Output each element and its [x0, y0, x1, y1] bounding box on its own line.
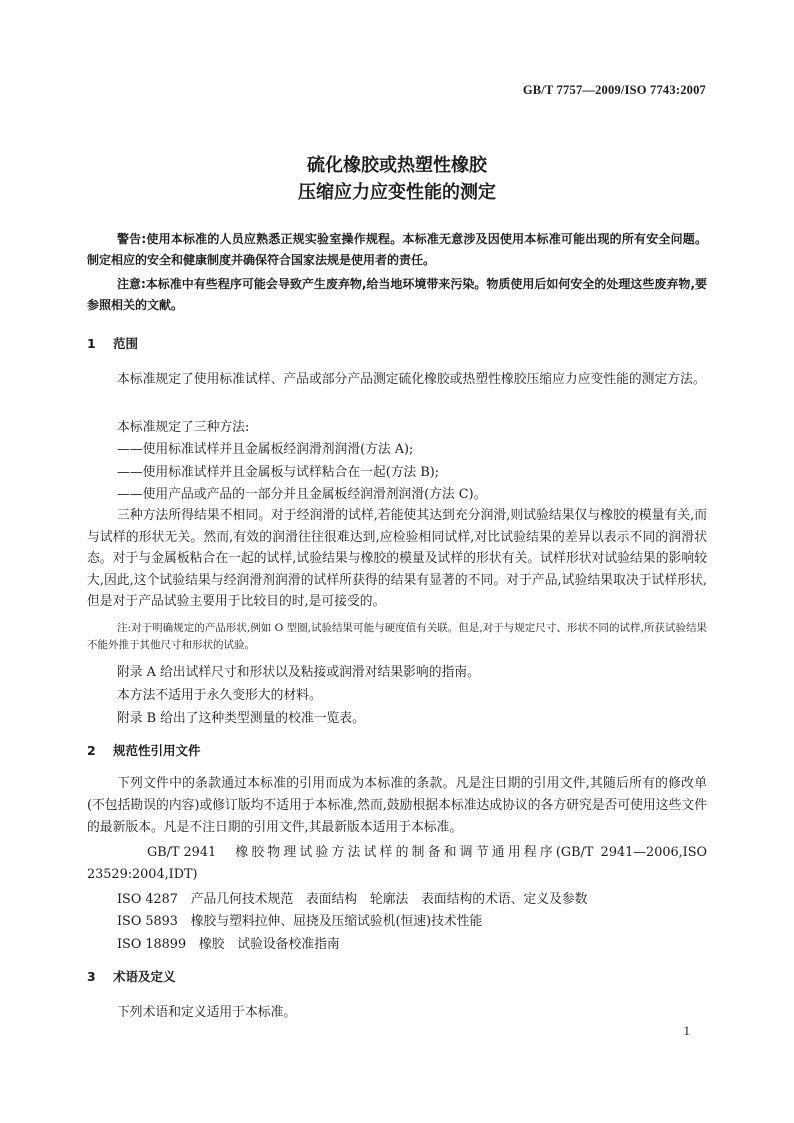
reference-title: 橡胶 试验设备校准指南	[198, 937, 340, 952]
scope-note: 注:对于明确规定的产品形状,例如 O 型圈,试验结果可能与硬度值有关联。但是,对于与规定尺寸、形状不同的试样,所获试验结果不能外推于其他尺寸和形状的试验。	[87, 622, 707, 651]
method-list-item: ——使用标准试样并且金属板与试样粘合在一起(方法 B);	[117, 465, 440, 480]
method-list-item: ——使用产品或产品的一部分并且金属板经润滑剂润滑(方法 C)。	[117, 487, 487, 502]
reference-entry	[117, 933, 707, 952]
document-title-line2: 压缩应力应变性能的测定	[298, 182, 496, 203]
reference-entry	[87, 842, 707, 886]
reference-code: ISO 4287	[117, 892, 178, 907]
section-title: 术语及定义	[113, 969, 176, 984]
method-list-item: ——使用标准试样并且金属板经润滑剂润滑(方法 A);	[117, 442, 414, 457]
reference-code: ISO 18899	[117, 937, 187, 952]
section-3-heading	[87, 967, 176, 985]
scope-paragraph-5: 本方法不适用于永久变形大的材料。	[117, 688, 322, 703]
terms-intro: 下列术语和定义适用于本标准。	[117, 1005, 297, 1020]
scope-paragraph-6: 附录 B 给出了这种类型测量的校准一览表。	[117, 711, 365, 726]
document-title-line1: 硫化橡胶或热塑性橡胶	[307, 155, 487, 176]
section-number: 3	[87, 969, 96, 984]
section-title: 范围	[113, 336, 139, 351]
references-intro: 下列文件中的条款通过本标准的引用而成为本标准的条款。凡是注日期的引用文件,其随后所有的修改单(不包括勘误的内容)或修订版均不适用于本标准,然而,鼓励根据本标准达成协议的各方研究是否可使用这些文件的最新版本。凡是不注日期的引用文件,其最新版本适用于本标准。	[87, 776, 707, 835]
reference-title: 橡胶与塑料拉伸、屈挠及压缩试验机(恒速)技术性能	[190, 914, 483, 929]
reference-title: 橡胶物理试验方法试样的制备和调节通用程序(GB/T 2941—2006,ISO 23529:2004,IDT)	[87, 845, 707, 882]
scope-paragraph-1: 本标准规定了使用标准试样、产品或部分产品测定硫化橡胶或热塑性橡胶压缩应力应变性能的测定方法。	[117, 372, 706, 387]
reference-entry	[117, 888, 707, 907]
section-2-heading	[87, 741, 201, 759]
reference-code: ISO 5893	[117, 914, 178, 929]
caution-paragraph: 注意:本标准中有些程序可能会导致产生废弃物,给当地环境带来污染。物质使用后如何安全的处理这些废弃物,要参照相关的文献。	[87, 277, 707, 312]
section-number: 2	[87, 743, 96, 758]
scope-paragraph-4: 附录 A 给出试样尺寸和形状以及粘接或润滑对结果影响的指南。	[117, 665, 480, 680]
section-1-heading	[87, 334, 138, 352]
reference-entry	[117, 910, 707, 929]
warning-paragraph: 警告:使用本标准的人员应熟悉正规实验室操作规程。本标准无意涉及因使用本标准可能出现的所有安全问题。制定相应的安全和健康制度并确保符合国家法规是使用者的责任。	[87, 232, 707, 267]
reference-title: 产品几何技术规范 表面结构 轮廓法 表面结构的术语、定义及参数	[190, 892, 588, 907]
section-number: 1	[87, 336, 96, 351]
reference-code: GB/T 2941	[147, 845, 217, 860]
section-title: 规范性引用文件	[113, 743, 201, 758]
page-number: 1	[683, 1023, 690, 1038]
standard-code: GB/T 7757—2009/ISO 7743:2007	[522, 83, 706, 97]
scope-paragraph-3: 三种方法所得结果不相同。对于经润滑的试样,若能使其达到充分润滑,则试验结果仅与橡胶的模量有关,而与试样的形状无关。然而,有效的润滑往往很难达到,应检验相同试样,对比试验结果的差异以表示不同的润滑状态。对于与金属板粘合在一起的试样,试验结果与橡胶的模量及试样的形状有关。试样形状对试验结果的影响较大,因此,这个试验结果与经润滑剂润滑的试样所获得的结果有显著的不同。对于产品,试验结果取决于试样形状,但是对于产品试验主要用于比较目的时,是可接受的。	[87, 508, 707, 610]
scope-paragraph-2: 本标准规定了三种方法:	[117, 420, 250, 435]
